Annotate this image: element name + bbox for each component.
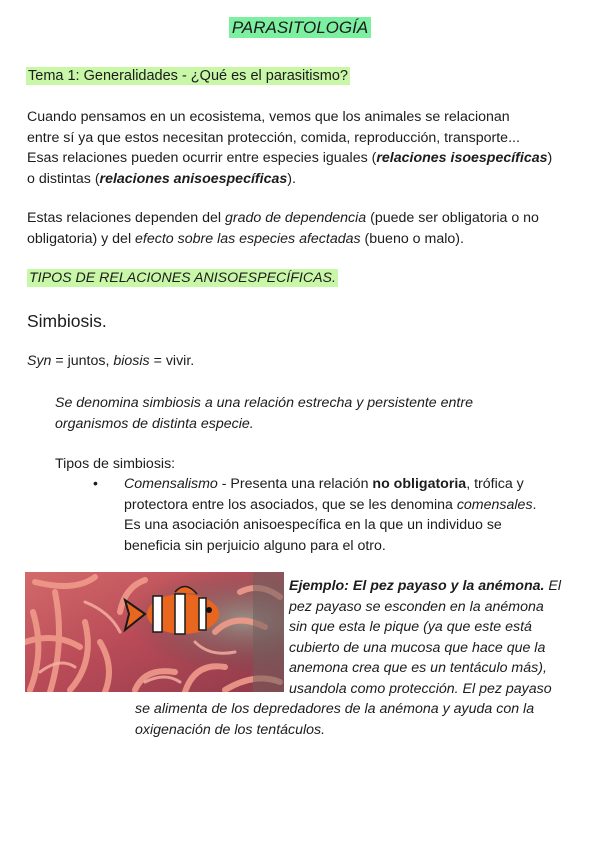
types-subheading: Tipos de simbiosis:	[55, 456, 176, 472]
example-line-4: cubierto de una mucosa que hace que la	[289, 639, 546, 656]
commensalism-line-1	[124, 474, 537, 495]
commensalism-line-2-c: .	[532, 496, 537, 513]
comensales-term: comensales	[456, 496, 533, 513]
definition-line-2: organismos de distinta especie.	[55, 415, 254, 432]
definition-line-1: Se denomina simbiosis a una relación estrecha y persistente entre	[55, 395, 473, 411]
intro-line-3	[27, 148, 552, 169]
commensalism-line-2-a: protectora entre los asociados, que se les denomina	[124, 496, 457, 513]
page-title	[0, 18, 600, 38]
dependence-line-2	[27, 229, 539, 250]
types-heading-text: TIPOS DE RELACIONES ANISOESPECÍFICAS.	[29, 270, 336, 286]
intro-line-1: Cuando pensamos en un ecosistema, vemos que los animales se relacionan	[27, 109, 510, 125]
etymology-juntos: = juntos,	[51, 353, 114, 369]
types-heading	[27, 268, 338, 289]
dependence-line-2-c: (bueno o malo).	[360, 230, 464, 247]
example-line-7: se alimenta de los depredadores de la anémona y ayuda con la	[135, 701, 535, 717]
page-title-text: PARASITOLOGÍA	[229, 17, 371, 38]
example-line-8: oxigenación de los tentáculos.	[135, 721, 326, 738]
efecto-term: efecto sobre las especies afectadas	[135, 230, 361, 247]
example-text-block	[289, 576, 561, 699]
intro-line-4-a: o distintas (	[27, 170, 100, 187]
etymology	[27, 351, 194, 372]
no-obligatoria-term: no obligatoria	[372, 476, 467, 492]
symbiosis-heading: Simbiosis.	[27, 311, 107, 331]
bullet-icon: •	[93, 475, 98, 491]
dependence-line-1-c: (puede ser obligatoria o no	[366, 210, 539, 226]
example-line-6: usandola como protección. El pez payaso	[289, 680, 552, 697]
dependence-line-1	[27, 208, 539, 229]
example-lead: Ejemplo: El pez payaso y la anémona.	[289, 578, 545, 594]
topic-heading-text: Tema 1: Generalidades - ¿Qué es el parasitismo?	[28, 68, 348, 84]
etymology-vivir: = vivir.	[149, 353, 195, 369]
commensalism-line-1-d: , trófica y	[466, 476, 524, 492]
example-line-3: sin que esta le pique (ya que este está	[289, 619, 532, 635]
intro-paragraph	[27, 107, 552, 189]
example-line-1	[289, 576, 561, 597]
etymology-biosis: biosis	[113, 353, 150, 369]
dependence-line-1-a: Estas relaciones dependen del	[27, 210, 225, 226]
anisoespecificas-term: relaciones anisoespecíficas	[99, 170, 288, 187]
intro-line-3-a: Esas relaciones pueden ocurrir entre especies iguales (	[27, 150, 377, 166]
commensalism-line-3: Es una asociación anisoespecífica en la que un individuo se	[124, 517, 502, 533]
example-line-2: pez payaso se esconden en la anémona	[289, 598, 544, 615]
commensalism-line-2	[124, 495, 537, 516]
topic-heading	[26, 66, 350, 87]
grado-dependencia-term: grado de dependencia	[224, 210, 367, 226]
etymology-syn: Syn	[27, 353, 52, 369]
dependence-paragraph	[27, 208, 539, 249]
intro-line-4-c: ).	[287, 170, 296, 187]
intro-line-2: entre sí ya que estos necesitan protección, comida, reproducción, transporte...	[27, 129, 520, 146]
dependence-line-2-a: obligatoria) y del	[27, 230, 136, 247]
commensalism-term: Comensalismo	[124, 476, 218, 492]
example-line-5: anemona crea que es un tentáculo más),	[289, 660, 547, 676]
clownfish-anemone-illustration	[25, 572, 284, 692]
intro-line-4	[27, 169, 552, 190]
commensalism-item	[124, 474, 537, 556]
symbiosis-definition	[55, 393, 473, 434]
example-line-1-rest: El	[544, 578, 562, 594]
clownfish-anemone-photo	[25, 572, 284, 692]
intro-line-3-c: )	[547, 150, 553, 166]
example-text-continued	[135, 699, 534, 740]
commensalism-line-1-b: - Presenta una relación	[217, 476, 373, 492]
isoespecificas-term: relaciones isoespecíficas	[376, 150, 548, 166]
commensalism-line-4: beneficia sin perjuicio alguno para el otro.	[124, 537, 386, 554]
